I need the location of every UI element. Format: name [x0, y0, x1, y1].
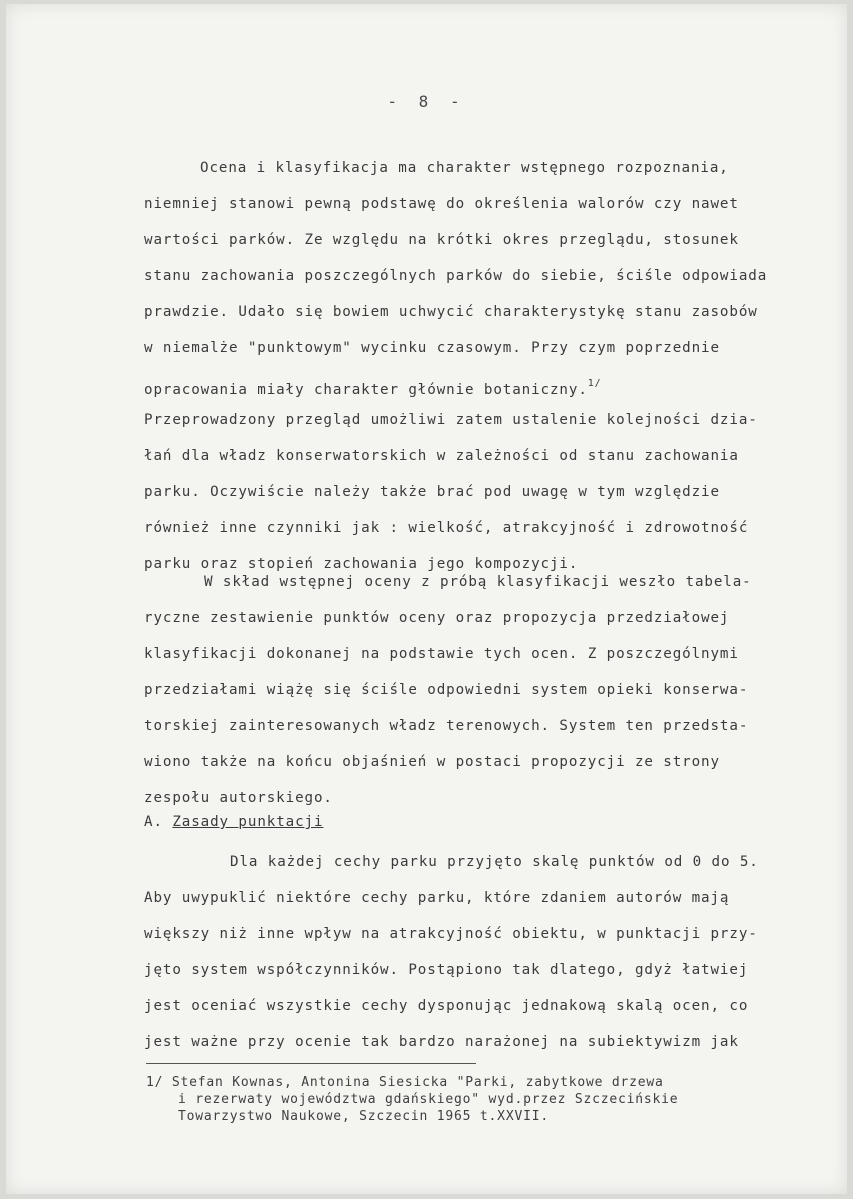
text-line: jest oceniać wszystkie cechy dysponując jednakową skalą ocen, co: [144, 998, 749, 1014]
text-line: opracowania miały charakter głównie botaniczny.: [144, 382, 588, 398]
text-line: stanu zachowania poszczególnych parków do siebie, ściśle odpowiada: [144, 268, 768, 284]
text-line: jęto system współczynników. Postąpiono tak dlatego, gdyż łatwiej: [144, 962, 749, 978]
text-line: torskiej zainteresowanych władz terenowych. System ten przedsta-: [144, 718, 749, 734]
footnote-text: i rezerwaty województwa gdańskiego" wyd.przez Szczecińskie: [178, 1092, 679, 1107]
text-line: łań dla władz konserwatorskich w zależności od stanu zachowania: [144, 448, 739, 464]
text-line: przedziałami wiążę się ściśle odpowiedni system opieki konserwa-: [144, 682, 749, 698]
text-line: jest ważne przy ocenie tak bardzo narażonej na subiektywizm jak: [144, 1034, 739, 1050]
text-line: wiono także na końcu objaśnień w postaci propozycji ze strony: [144, 754, 720, 770]
section-heading: [144, 814, 323, 830]
section-title: Zasady punktacji: [172, 814, 324, 830]
text-line: Przeprowadzony przegląd umożliwi zatem ustalenie kolejności dzia-: [144, 412, 758, 428]
text-line: klasyfikacji dokonanej na podstawie tych ocen. Z poszczególnymi: [144, 646, 739, 662]
footnote-first-line: [146, 1074, 826, 1091]
text-line: w niemalże "punktowym" wycinku czasowym. Przy czym poprzednie: [144, 340, 720, 356]
text-line: również inne czynniki jak : wielkość, atrakcyjność i zdrowotność: [144, 520, 749, 536]
footnote-marker: 1/: [146, 1075, 164, 1090]
text-line: wartości parków. Ze względu na krótki okres przeglądu, stosunek: [144, 232, 739, 248]
text-line: Dla każdej cechy parku przyjęto skalę punktów od 0 do 5.: [230, 854, 759, 870]
footnote-divider: [146, 1063, 476, 1064]
footnote-text: Stefan Kownas, Antonina Siesicka "Parki, zabytkowe drzewa: [171, 1075, 664, 1090]
text-line: W skład wstępnej oceny z próbą klasyfikacji weszło tabela-: [204, 574, 752, 590]
text-line: parku. Oczywiście należy także brać pod uwagę w tym względzie: [144, 484, 720, 500]
text-line: Aby uwypuklić niektóre cechy parku, które zdaniem autorów mają: [144, 890, 730, 906]
page-number: - 8 -: [387, 92, 466, 111]
text-line: większy niż inne wpływ na atrakcyjność obiektu, w punktacji przy-: [144, 926, 758, 942]
text-line: prawdzie. Udało się bowiem uchwycić charakterystykę stanu zasobów: [144, 304, 758, 320]
text-line: zespołu autorskiego.: [144, 790, 333, 806]
text-line-with-footnote: [144, 366, 824, 402]
footnote: [146, 1074, 826, 1125]
footnote-reference: 1/: [587, 378, 602, 389]
text-line: parku oraz stopień zachowania jego kompozycji.: [144, 556, 579, 572]
text-line: ryczne zestawienie punktów oceny oraz propozycja przedziałowej: [144, 610, 730, 626]
paragraph-classification: [144, 564, 824, 816]
paragraph-scoring-rules: [144, 844, 824, 1060]
section-letter: A.: [144, 814, 163, 830]
footnote-text: Towarzystwo Naukowe, Szczecin 1965 t.XXVII.: [178, 1109, 549, 1124]
document-page: [6, 4, 847, 1194]
text-line: niemniej stanowi pewną podstawę do określenia walorów czy nawet: [144, 196, 739, 212]
paragraph-evaluation-intro: [144, 150, 824, 582]
text-line: Ocena i klasyfikacja ma charakter wstępnego rozpoznania,: [200, 160, 729, 176]
